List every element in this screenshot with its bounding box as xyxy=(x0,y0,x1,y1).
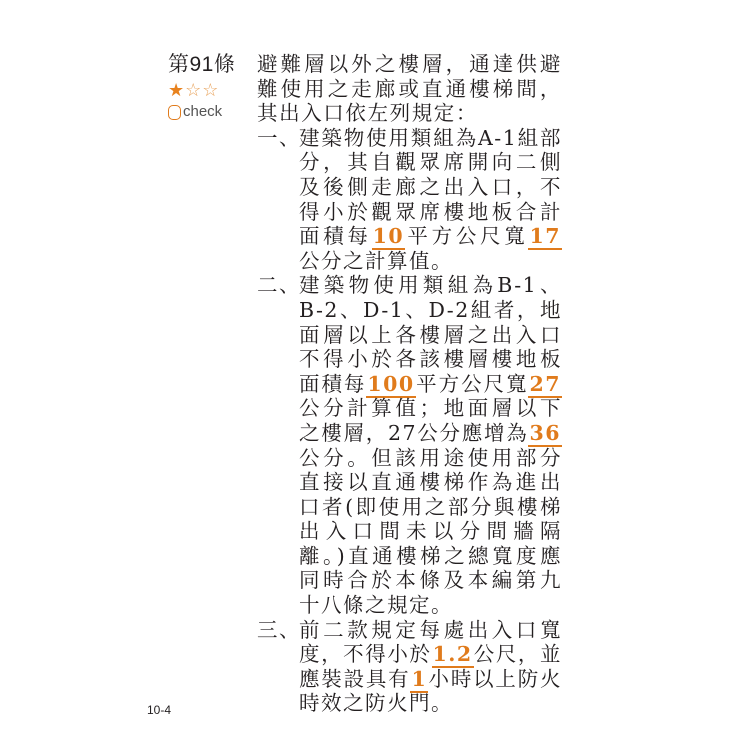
item-text: 公分之計算值。 xyxy=(299,248,453,273)
item-number: 一、 xyxy=(257,125,301,150)
item-number: 三、 xyxy=(257,617,301,642)
checkbox-icon[interactable] xyxy=(168,105,181,120)
highlight-value: 100 xyxy=(367,371,415,396)
highlight-value: 27 xyxy=(529,371,561,396)
article-intro: 避難層以外之樓層，通達供避難使用之走廊或直通樓梯間，其出入口依左列規定： xyxy=(257,52,562,126)
star-filled-icon: ★ xyxy=(168,80,186,101)
importance-stars xyxy=(168,81,248,101)
item-text: 建築物使用類組為A-1組部分，其自觀眾席開向二側及後側走廊之出入口，不得小於觀眾席樓地板合計面積每 xyxy=(299,125,562,249)
star-empty-icon: ☆☆ xyxy=(185,80,220,101)
item-text: 小時以上防火時效之防火門。 xyxy=(299,666,563,716)
highlight-value: 1 xyxy=(411,666,428,691)
highlight-value: 1.2 xyxy=(432,642,473,667)
list-item-3 xyxy=(257,618,562,716)
item-text: 平方公尺寬 xyxy=(415,371,529,396)
check-box[interactable] xyxy=(168,102,248,122)
item-number: 二、 xyxy=(257,273,301,298)
highlight-value: 36 xyxy=(529,420,561,445)
item-text: 平方公尺寬 xyxy=(405,224,529,249)
item-text: 公尺，並應裝設具有 xyxy=(299,642,563,691)
item-text: 公分計算值；地面層以下之樓層，27公分應增為 xyxy=(299,396,562,445)
article-header xyxy=(168,52,248,122)
list-item-1 xyxy=(257,126,562,274)
check-label: check xyxy=(183,103,223,120)
item-text: 公分。但該用途使用部分直接以直通樓梯作為進出口者(即使用之部分與樓梯出入口間未以分間牆隔離。)直通樓梯之總寬度應同時合於本條及本編第九十八條之規定。 xyxy=(299,445,562,618)
highlight-value: 10 xyxy=(372,224,405,249)
list-item-2 xyxy=(257,273,562,617)
page-number: 10-4 xyxy=(147,703,172,717)
item-text: 建築物使用類組為B-1、B-2、D-1、D-2組者，地面層以上各樓層之出入口不得小於各該樓層樓地板面積每 xyxy=(299,273,562,396)
article-number: 第91條 xyxy=(168,53,236,76)
highlight-value: 17 xyxy=(529,224,562,249)
item-text: 前二款規定每處出入口寬度，不得小於 xyxy=(299,617,562,667)
article-body xyxy=(257,52,562,716)
